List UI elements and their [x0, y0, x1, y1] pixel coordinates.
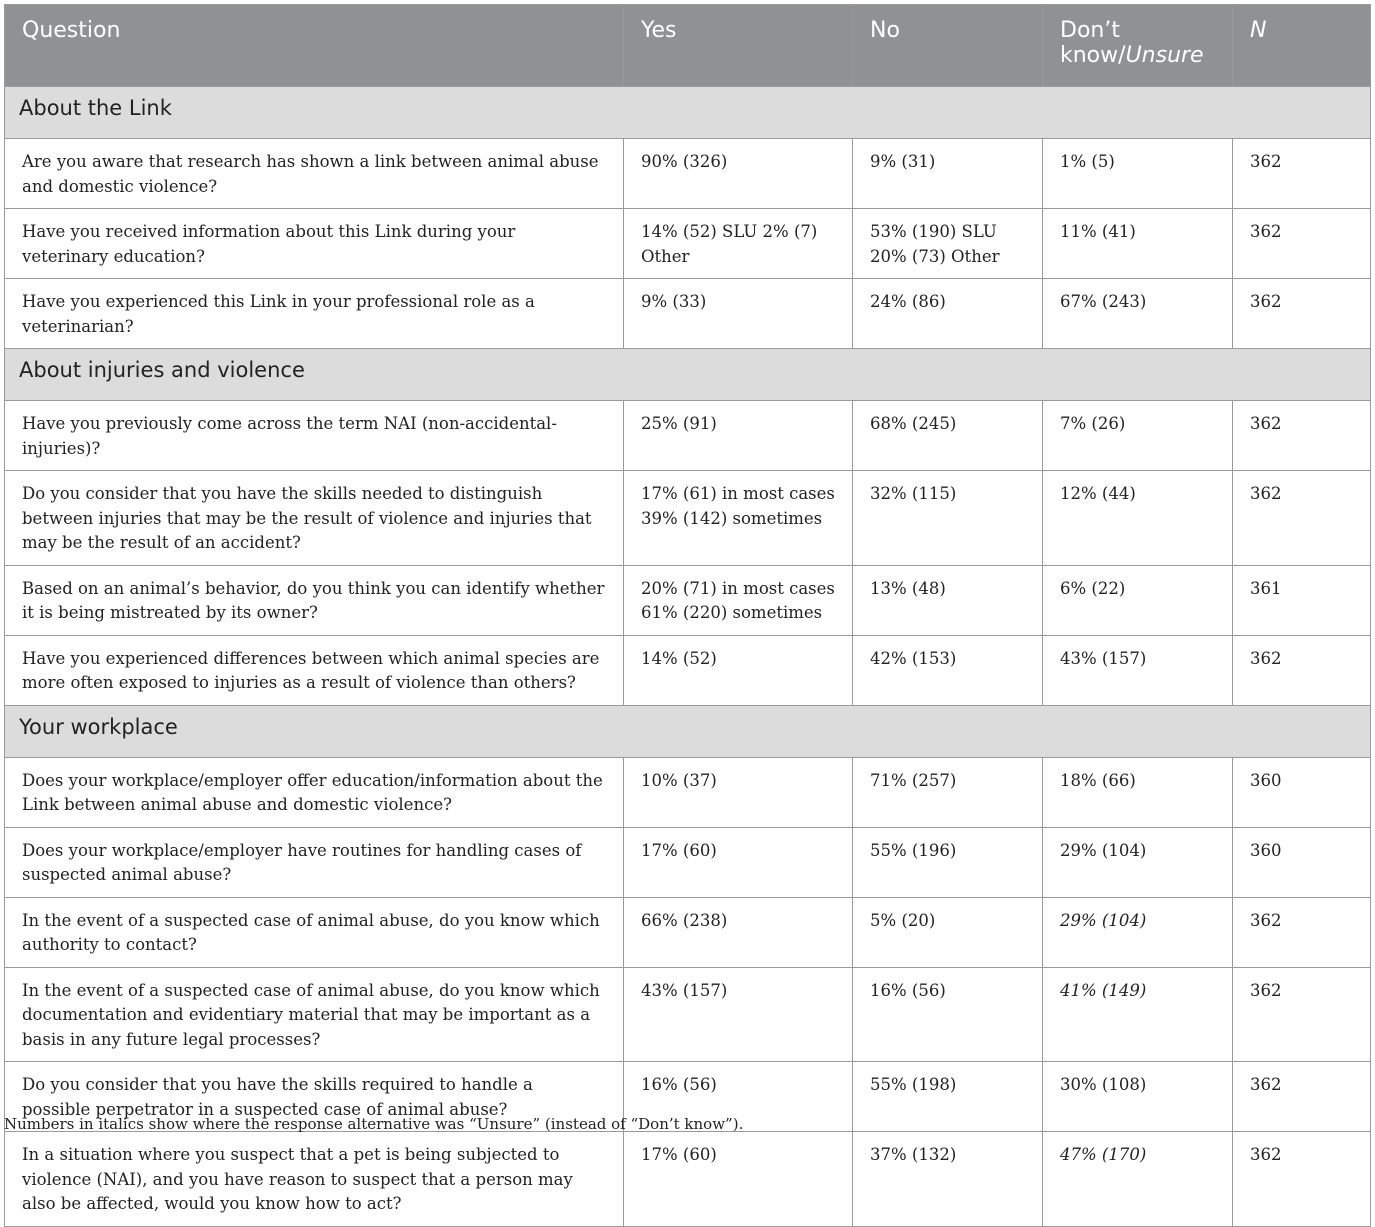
table-footnote: Numbers in italics show where the response alternative was “Unsure” (instead of “Don’t know”). — [4, 1115, 744, 1133]
n-cell: 362 — [1233, 209, 1371, 279]
col-header-yes: Yes — [624, 5, 853, 87]
dont-know-cell: 47% (170) — [1043, 1132, 1233, 1227]
n-cell: 362 — [1233, 279, 1371, 349]
no-cell: 55% (196) — [853, 827, 1043, 897]
question-cell: Do you consider that you have the skills required to handle a possible perpetrator in a suspected case of animal abuse? — [5, 1062, 624, 1132]
table-row — [5, 897, 1371, 967]
col-header-question: Question — [5, 5, 624, 87]
section-title: About injuries and violence — [5, 349, 1371, 401]
no-cell: 37% (132) — [853, 1132, 1043, 1227]
table-row — [5, 757, 1371, 827]
yes-cell: 17% (61) in most cases 39% (142) sometimes — [624, 471, 853, 566]
section-title: Your workplace — [5, 705, 1371, 757]
col-header-n: N — [1233, 5, 1371, 87]
question-cell: Are you aware that research has shown a link between animal abuse and domestic violence? — [5, 139, 624, 209]
section-header-row — [5, 705, 1371, 757]
no-cell: 68% (245) — [853, 401, 1043, 471]
table-row — [5, 967, 1371, 1062]
survey-results-table — [4, 4, 1371, 1227]
yes-cell: 20% (71) in most cases 61% (220) sometimes — [624, 565, 853, 635]
col-header-dont-know — [1043, 5, 1233, 87]
no-cell: 71% (257) — [853, 757, 1043, 827]
dont-know-cell: 11% (41) — [1043, 209, 1233, 279]
yes-cell: 25% (91) — [624, 401, 853, 471]
dont-know-cell: 12% (44) — [1043, 471, 1233, 566]
no-cell: 13% (48) — [853, 565, 1043, 635]
n-cell: 360 — [1233, 757, 1371, 827]
no-cell: 24% (86) — [853, 279, 1043, 349]
question-cell: In the event of a suspected case of animal abuse, do you know which authority to contact? — [5, 897, 624, 967]
table-row — [5, 209, 1371, 279]
table-row — [5, 279, 1371, 349]
table-row — [5, 471, 1371, 566]
dont-know-cell: 29% (104) — [1043, 827, 1233, 897]
question-cell: Have you received information about this Link during your veterinary education? — [5, 209, 624, 279]
question-cell: Does your workplace/employer have routines for handling cases of suspected animal abuse? — [5, 827, 624, 897]
no-cell: 55% (198) — [853, 1062, 1043, 1132]
question-cell: Have you previously come across the term NAI (non-accidental-injuries)? — [5, 401, 624, 471]
yes-cell: 16% (56) — [624, 1062, 853, 1132]
table-row — [5, 565, 1371, 635]
dont-know-cell: 1% (5) — [1043, 139, 1233, 209]
question-cell: In a situation where you suspect that a pet is being subjected to violence (NAI), and you have reason to suspect that a person may also be affected, would you know how to act? — [5, 1132, 624, 1227]
table-row — [5, 401, 1371, 471]
table-header — [5, 5, 1371, 87]
dont-know-cell: 41% (149) — [1043, 967, 1233, 1062]
section-title: About the Link — [5, 87, 1371, 139]
n-cell: 362 — [1233, 471, 1371, 566]
yes-cell: 9% (33) — [624, 279, 853, 349]
no-cell: 16% (56) — [853, 967, 1043, 1062]
yes-cell: 17% (60) — [624, 827, 853, 897]
n-cell: 362 — [1233, 139, 1371, 209]
yes-cell: 90% (326) — [624, 139, 853, 209]
no-cell: 9% (31) — [853, 139, 1043, 209]
yes-cell: 43% (157) — [624, 967, 853, 1062]
question-cell: In the event of a suspected case of animal abuse, do you know which documentation and evidentiary material that may be important as a basis in any future legal processes? — [5, 967, 624, 1062]
table-row — [5, 139, 1371, 209]
n-cell: 362 — [1233, 1132, 1371, 1227]
question-cell: Have you experienced this Link in your professional role as a veterinarian? — [5, 279, 624, 349]
dont-know-cell: 7% (26) — [1043, 401, 1233, 471]
no-cell: 5% (20) — [853, 897, 1043, 967]
question-cell: Does your workplace/employer offer education/information about the Link between animal abuse and domestic violence? — [5, 757, 624, 827]
n-cell: 362 — [1233, 1062, 1371, 1132]
dont-know-cell: 18% (66) — [1043, 757, 1233, 827]
n-cell: 361 — [1233, 565, 1371, 635]
col-header-no: No — [853, 5, 1043, 87]
question-cell: Do you consider that you have the skills needed to distinguish between injuries that may be the result of violence and injuries that may be the result of an accident? — [5, 471, 624, 566]
question-cell: Have you experienced differences between which animal species are more often exposed to injuries as a result of violence than others? — [5, 635, 624, 705]
col-header-unsure-label: Unsure — [1125, 43, 1204, 68]
n-cell: 362 — [1233, 897, 1371, 967]
table-row — [5, 827, 1371, 897]
yes-cell: 14% (52) — [624, 635, 853, 705]
n-cell: 362 — [1233, 967, 1371, 1062]
dont-know-cell: 43% (157) — [1043, 635, 1233, 705]
col-header-dont-know-label: Don’t know/ — [1060, 18, 1126, 68]
dont-know-cell: 30% (108) — [1043, 1062, 1233, 1132]
yes-cell: 10% (37) — [624, 757, 853, 827]
yes-cell: 17% (60) — [624, 1132, 853, 1227]
no-cell: 32% (115) — [853, 471, 1043, 566]
yes-cell: 14% (52) SLU 2% (7) Other — [624, 209, 853, 279]
question-cell: Based on an animal’s behavior, do you think you can identify whether it is being mistreated by its owner? — [5, 565, 624, 635]
dont-know-cell: 29% (104) — [1043, 897, 1233, 967]
n-cell: 362 — [1233, 401, 1371, 471]
table-body — [5, 87, 1371, 1227]
section-header-row — [5, 349, 1371, 401]
dont-know-cell: 6% (22) — [1043, 565, 1233, 635]
table-row — [5, 1132, 1371, 1227]
dont-know-cell: 67% (243) — [1043, 279, 1233, 349]
section-header-row — [5, 87, 1371, 139]
yes-cell: 66% (238) — [624, 897, 853, 967]
no-cell: 53% (190) SLU 20% (73) Other — [853, 209, 1043, 279]
n-cell: 362 — [1233, 635, 1371, 705]
table-row — [5, 635, 1371, 705]
n-cell: 360 — [1233, 827, 1371, 897]
no-cell: 42% (153) — [853, 635, 1043, 705]
